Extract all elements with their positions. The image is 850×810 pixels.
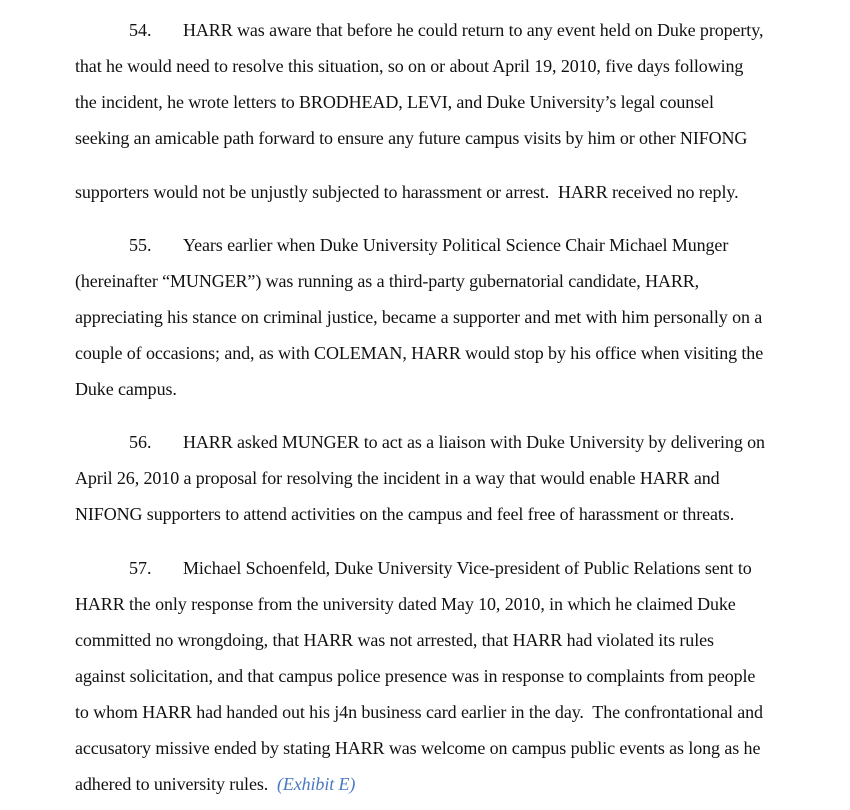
- paragraph-line: (hereinafter “MUNGER”) was running as a third-party gubernatorial candidate, HARR,: [75, 271, 700, 291]
- paragraph-line-text: adhered to university rules.: [75, 774, 277, 794]
- paragraph-line: supporters would not be unjustly subjected to harassment or arrest. HARR received no reply.: [75, 182, 739, 202]
- paragraph-line: April 26, 2010 a proposal for resolving the incident in a way that would enable HARR and: [75, 468, 720, 488]
- paragraph-number: 55.: [129, 235, 152, 255]
- paragraph-line: NIFONG supporters to attend activities on the campus and feel free of harassment or threats.: [75, 504, 735, 524]
- paragraph-line: appreciating his stance on criminal justice, became a supporter and met with him personally on a: [75, 307, 763, 327]
- paragraph-last-line: [75, 773, 355, 795]
- paragraph-line: HARR asked MUNGER to act as a liaison with Duke University by delivering on: [183, 432, 765, 452]
- paragraph-line: to whom HARR had handed out his j4n business card earlier in the day. The confrontational and: [75, 702, 763, 722]
- paragraph-line: that he would need to resolve this situation, so on or about April 19, 2010, five days following: [75, 56, 744, 76]
- paragraph-line: couple of occasions; and, as with COLEMAN, HARR would stop by his office when visiting the: [75, 343, 764, 363]
- paragraph-line: HARR the only response from the university dated May 10, 2010, in which he claimed Duke: [75, 594, 736, 614]
- paragraph-line: Years earlier when Duke University Political Science Chair Michael Munger: [183, 235, 729, 255]
- paragraph-number: 56.: [129, 432, 152, 452]
- paragraph-line: seeking an amicable path forward to ensure any future campus visits by him or other NIFONG: [75, 128, 748, 148]
- paragraph-number: 57.: [129, 558, 152, 578]
- paragraph-line: Michael Schoenfeld, Duke University Vice-president of Public Relations sent to: [183, 558, 752, 578]
- paragraph-line: accusatory missive ended by stating HARR was welcome on campus public events as long as he: [75, 738, 761, 758]
- paragraph-line: committed no wrongdoing, that HARR was not arrested, that HARR had violated its rules: [75, 630, 714, 650]
- paragraph-line: the incident, he wrote letters to BRODHEAD, LEVI, and Duke University’s legal counsel: [75, 92, 714, 112]
- paragraph-number: 54.: [129, 20, 152, 40]
- paragraph-line: against solicitation, and that campus police presence was in response to complaints from people: [75, 666, 756, 686]
- paragraph-line: HARR was aware that before he could return to any event held on Duke property,: [183, 20, 764, 40]
- paragraph-line: Duke campus.: [75, 379, 177, 399]
- exhibit-e-link[interactable]: (Exhibit E): [276, 774, 356, 794]
